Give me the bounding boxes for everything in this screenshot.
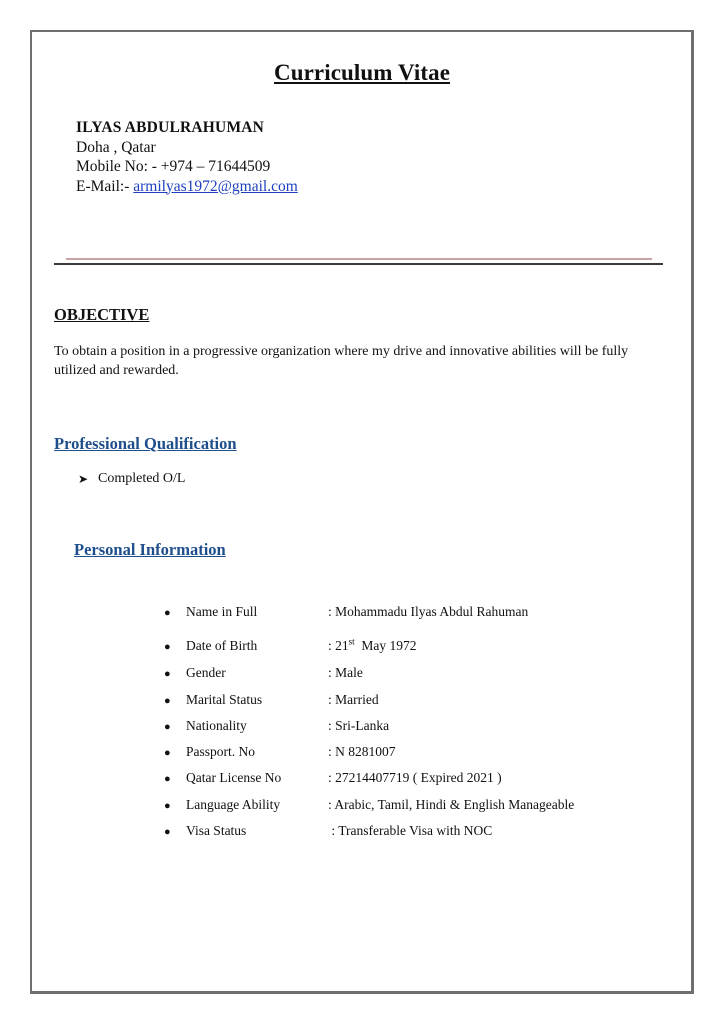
- divider-thin: [66, 258, 652, 260]
- info-label: Qatar License No: [186, 770, 282, 785]
- info-row-passport: [160, 744, 396, 760]
- email-prefix: E-Mail:-: [76, 177, 134, 195]
- info-value: : Male: [328, 665, 363, 680]
- qualification-item: [78, 471, 186, 487]
- email-link[interactable]: armilyas1972@gmail.com: [133, 177, 298, 195]
- bullet-icon: ●: [164, 695, 171, 707]
- info-value: : Married: [328, 692, 379, 707]
- divider-thick: [54, 263, 663, 265]
- personal-info-heading: Personal Information: [74, 540, 226, 559]
- qualification-heading: Professional Qualification: [54, 434, 237, 453]
- applicant-name: ILYAS ABDULRAHUMAN: [76, 119, 265, 136]
- dob-month-year: May 1972: [354, 638, 417, 653]
- info-row-dob: [160, 638, 417, 654]
- info-label: Date of Birth: [186, 638, 258, 653]
- info-label: Nationality: [186, 718, 247, 733]
- qualification-item-text: Completed O/L: [98, 471, 186, 486]
- dob-day: : 21: [328, 638, 349, 653]
- bullet-icon: ●: [164, 721, 171, 733]
- info-label: Gender: [186, 665, 226, 680]
- info-row-marital: [160, 692, 379, 708]
- objective-text: To obtain a position in a progressive organization where my drive and innovative abilities will be fully utilized and rewarded.: [54, 344, 629, 378]
- bullet-icon: ●: [164, 607, 171, 619]
- objective-heading: OBJECTIVE: [54, 305, 150, 324]
- info-row-license: [160, 770, 502, 786]
- mobile-text: Mobile No: - +974 – 71644509: [76, 158, 271, 175]
- bullet-icon: ●: [164, 800, 171, 812]
- bullet-icon: ●: [164, 668, 171, 680]
- info-value: : Transferable Visa with NOC: [328, 823, 493, 838]
- info-value: : Mohammadu Ilyas Abdul Rahuman: [328, 604, 529, 619]
- info-value: [328, 638, 417, 654]
- email-line: [76, 177, 298, 197]
- info-row-name: [160, 604, 528, 620]
- info-value: : 27214407719 ( Expired 2021 ): [328, 770, 502, 785]
- info-value: : Arabic, Tamil, Hindi & English Manageable: [328, 797, 575, 812]
- bullet-icon: ●: [164, 773, 171, 785]
- info-label: Name in Full: [186, 604, 258, 619]
- info-label: Language Ability: [186, 797, 281, 812]
- info-label: Visa Status: [186, 823, 247, 838]
- info-label: Passport. No: [186, 744, 256, 759]
- dob-suffix: st: [348, 636, 355, 647]
- bullet-icon: ●: [164, 747, 171, 759]
- arrow-bullet-icon: ➤: [78, 471, 89, 486]
- location-text: Doha , Qatar: [76, 138, 156, 156]
- info-row-gender: [160, 665, 363, 681]
- info-value: : N 8281007: [328, 744, 396, 759]
- contact-block: [76, 118, 298, 196]
- bullet-icon: ●: [164, 826, 171, 838]
- info-row-visa: [160, 823, 492, 839]
- info-label: Marital Status: [186, 692, 263, 707]
- info-row-nationality: [160, 718, 389, 734]
- info-value: : Sri-Lanka: [328, 718, 390, 733]
- document-title: Curriculum Vitae: [274, 60, 450, 85]
- bullet-icon: ●: [164, 641, 171, 653]
- info-row-language: [160, 797, 574, 813]
